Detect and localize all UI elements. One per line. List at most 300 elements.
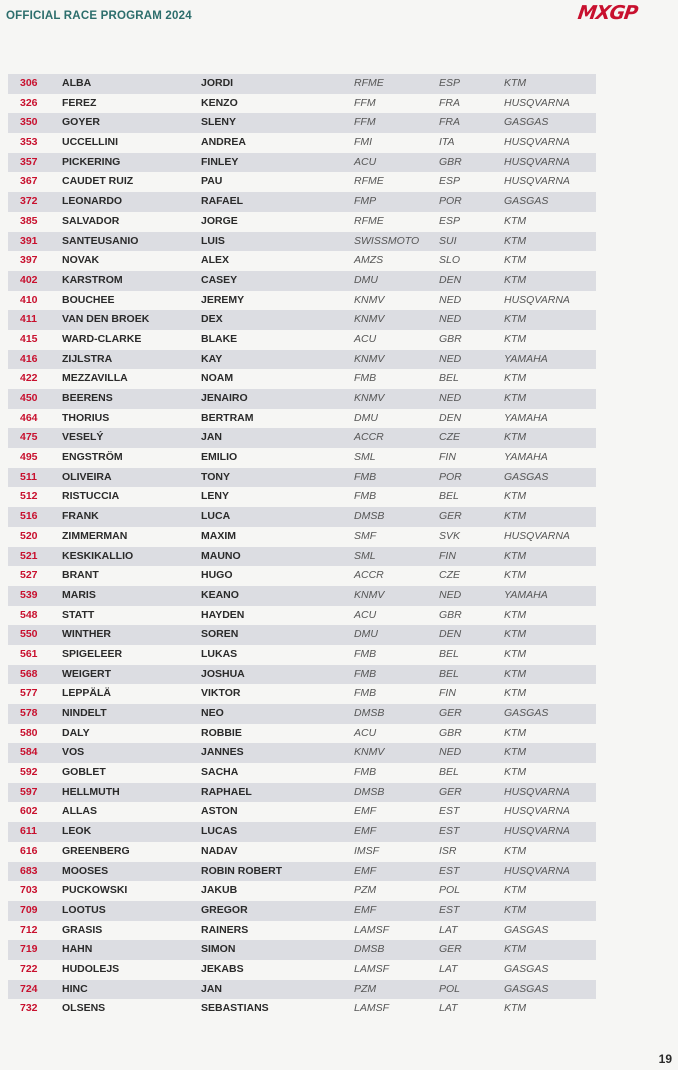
rider-nation: GER <box>439 943 462 956</box>
rider-first-name: LUKAS <box>201 647 238 660</box>
entry-row <box>8 684 596 704</box>
rider-first-name: MAXIM <box>201 529 236 542</box>
rider-first-name: LENY <box>201 490 230 503</box>
rider-first-name: LUIS <box>201 234 225 247</box>
rider-brand: KTM <box>504 903 527 916</box>
entry-row <box>8 645 596 665</box>
rider-nation: DEN <box>439 273 462 286</box>
rider-nation: NED <box>439 313 462 326</box>
rider-federation: FMI <box>354 136 373 149</box>
rider-last-name: ZIMMERMAN <box>62 529 128 542</box>
rider-nation: GBR <box>439 332 462 345</box>
entry-row <box>8 980 596 1000</box>
rider-first-name: JORGE <box>201 214 238 227</box>
rider-brand: HUSQVARNA <box>504 155 570 168</box>
rider-brand: HUSQVARNA <box>504 96 570 109</box>
rider-first-name: CASEY <box>201 273 238 286</box>
entry-row <box>8 74 596 94</box>
rider-last-name: SANTEUSANIO <box>62 234 139 247</box>
rider-last-name: BRANT <box>62 569 99 582</box>
rider-last-name: OLSENS <box>62 1002 106 1015</box>
rider-first-name: PAU <box>201 175 223 188</box>
rider-federation: IMSF <box>354 844 380 857</box>
rider-brand: GASGAS <box>504 470 549 483</box>
rider-brand: KTM <box>504 332 527 345</box>
rider-federation: KNMV <box>354 313 385 326</box>
rider-brand: HUSQVARNA <box>504 136 570 149</box>
rider-last-name: HINC <box>62 982 88 995</box>
rider-federation: DMSB <box>354 785 385 798</box>
rider-nation: FRA <box>439 96 460 109</box>
rider-brand: KTM <box>504 214 527 227</box>
entry-row <box>8 665 596 685</box>
rider-federation: RFME <box>354 175 384 188</box>
rider-federation: FFM <box>354 116 376 129</box>
rider-last-name: GOYER <box>62 116 100 129</box>
rider-brand: KTM <box>504 667 527 680</box>
rider-nation: EST <box>439 805 460 818</box>
rider-nation: ESP <box>439 77 461 89</box>
rider-last-name: VOS <box>62 746 85 759</box>
rider-last-name: LEONARDO <box>62 195 123 208</box>
rider-brand: KTM <box>504 746 527 759</box>
rider-nation: DEN <box>439 628 462 641</box>
rider-last-name: LEPPÄLÄ <box>62 687 112 700</box>
rider-first-name: SACHA <box>201 766 239 779</box>
rider-last-name: BEERENS <box>62 392 113 404</box>
entry-row <box>8 448 596 468</box>
entry-row <box>8 842 596 862</box>
entry-row <box>8 901 596 921</box>
rider-brand: KTM <box>504 77 527 89</box>
rider-number: 415 <box>20 332 38 345</box>
rider-federation: FMP <box>354 195 377 208</box>
rider-first-name: SEBASTIANS <box>201 1002 269 1015</box>
rider-nation: EST <box>439 903 460 916</box>
entry-row <box>8 212 596 232</box>
rider-brand: YAMAHA <box>504 352 548 365</box>
rider-brand: HUSQVARNA <box>504 529 570 542</box>
rider-brand: HUSQVARNA <box>504 293 570 306</box>
rider-federation: RFME <box>354 214 384 227</box>
entry-row <box>8 389 596 409</box>
rider-number: 306 <box>20 77 38 89</box>
rider-nation: SLO <box>439 254 461 267</box>
rider-last-name: GRASIS <box>62 923 103 936</box>
rider-last-name: NINDELT <box>62 707 107 719</box>
rider-last-name: LOOTUS <box>62 903 106 916</box>
entry-row <box>8 763 596 783</box>
rider-brand: KTM <box>504 313 527 326</box>
entry-row <box>8 113 596 133</box>
rider-nation: POR <box>439 470 462 483</box>
rider-number: 511 <box>20 470 37 483</box>
rider-brand: KTM <box>504 431 527 444</box>
rider-federation: SMF <box>354 529 377 542</box>
rider-brand: KTM <box>504 608 527 621</box>
rider-nation: GER <box>439 510 462 523</box>
rider-first-name: NOAM <box>201 372 234 385</box>
rider-nation: LAT <box>439 962 458 975</box>
rider-number: 719 <box>20 943 38 956</box>
entry-row <box>8 802 596 822</box>
rider-nation: LAT <box>439 923 458 936</box>
rider-last-name: MOOSES <box>62 864 109 877</box>
rider-federation: EMF <box>354 825 377 838</box>
rider-number: 611 <box>20 825 37 838</box>
rider-first-name: ROBBIE <box>201 726 242 739</box>
rider-number: 410 <box>20 293 38 306</box>
rider-federation: DMU <box>354 411 378 424</box>
rider-first-name: JANNES <box>201 746 244 759</box>
rider-brand: GASGAS <box>504 923 549 936</box>
rider-nation: FIN <box>439 451 456 464</box>
entry-row <box>8 507 596 527</box>
rider-number: 539 <box>20 588 38 601</box>
rider-nation: FIN <box>439 687 456 700</box>
rider-nation: GER <box>439 707 462 719</box>
rider-federation: KNMV <box>354 746 385 759</box>
rider-last-name: HAHN <box>62 943 93 956</box>
rider-first-name: BERTRAM <box>201 411 254 424</box>
rider-number: 709 <box>20 903 38 916</box>
rider-first-name: BLAKE <box>201 332 238 345</box>
rider-brand: KTM <box>504 766 527 779</box>
rider-number: 548 <box>20 608 38 621</box>
rider-federation: SML <box>354 549 376 562</box>
rider-nation: ISR <box>439 844 457 857</box>
rider-federation: FMB <box>354 372 377 385</box>
rider-first-name: RAINERS <box>201 923 249 936</box>
entry-row <box>8 586 596 606</box>
rider-brand: KTM <box>504 647 527 660</box>
rider-first-name: JEKABS <box>201 962 244 975</box>
entry-row <box>8 409 596 429</box>
rider-first-name: ANDREA <box>201 136 246 149</box>
rider-nation: FIN <box>439 549 456 562</box>
rider-federation: ACCR <box>354 431 384 444</box>
rider-last-name: ALLAS <box>62 805 97 818</box>
rider-federation: LAMSF <box>354 962 390 975</box>
rider-first-name: LUCAS <box>201 825 238 838</box>
rider-brand: YAMAHA <box>504 451 548 464</box>
rider-nation: CZE <box>439 431 460 444</box>
rider-first-name: HAYDEN <box>201 608 245 621</box>
rider-number: 568 <box>20 667 38 680</box>
rider-last-name: KESKIKALLIO <box>62 549 134 562</box>
rider-last-name: LEOK <box>62 825 92 838</box>
rider-nation: BEL <box>439 766 459 779</box>
logo-text: MXGP <box>576 2 639 24</box>
rider-nation: BEL <box>439 372 459 385</box>
rider-nation: POR <box>439 195 462 208</box>
rider-first-name: KEANO <box>201 588 239 601</box>
rider-number: 732 <box>20 1002 38 1015</box>
entry-row <box>8 468 596 488</box>
rider-brand: GASGAS <box>504 195 549 208</box>
rider-nation: GBR <box>439 155 462 168</box>
entry-row <box>8 291 596 311</box>
rider-last-name: VESELÝ <box>62 431 104 444</box>
rider-federation: KNMV <box>354 588 385 601</box>
rider-nation: LAT <box>439 1002 458 1015</box>
rider-number: 577 <box>20 687 38 700</box>
rider-first-name: KAY <box>201 352 223 365</box>
rider-federation: KNMV <box>354 293 385 306</box>
rider-federation: ACCR <box>354 569 384 582</box>
rider-first-name: NADAV <box>201 844 238 857</box>
rider-last-name: GOBLET <box>62 766 106 779</box>
rider-last-name: OLIVEIRA <box>62 470 112 483</box>
entry-row <box>8 330 596 350</box>
rider-brand: KTM <box>504 490 527 503</box>
rider-nation: NED <box>439 588 462 601</box>
rider-number: 372 <box>20 195 38 208</box>
rider-nation: SUI <box>439 234 457 247</box>
entry-row <box>8 960 596 980</box>
rider-brand: GASGAS <box>504 982 549 995</box>
rider-last-name: SALVADOR <box>62 214 120 227</box>
rider-first-name: DEX <box>201 313 223 326</box>
program-title: OFFICIAL RACE PROGRAM 2024 <box>6 10 192 22</box>
rider-federation: KNMV <box>354 352 385 365</box>
rider-last-name: HELLMUTH <box>62 785 120 798</box>
rider-number: 580 <box>20 726 38 739</box>
rider-last-name: DALY <box>62 726 90 739</box>
rider-last-name: NOVAK <box>62 254 100 267</box>
rider-last-name: SPIGELEER <box>62 647 123 660</box>
rider-brand: HUSQVARNA <box>504 805 570 818</box>
rider-federation: FMB <box>354 490 377 503</box>
rider-first-name: GREGOR <box>201 903 248 916</box>
rider-federation: SML <box>354 451 376 464</box>
rider-last-name: KARSTROM <box>62 273 123 286</box>
rider-number: 416 <box>20 352 38 365</box>
rider-federation: DMSB <box>354 943 385 956</box>
rider-number: 712 <box>20 923 38 936</box>
rider-nation: DEN <box>439 411 462 424</box>
rider-last-name: ENGSTRÖM <box>62 451 123 464</box>
mxgp-logo <box>576 2 638 24</box>
rider-last-name: ZIJLSTRA <box>62 352 113 365</box>
rider-first-name: EMILIO <box>201 451 238 464</box>
rider-nation: GBR <box>439 726 462 739</box>
rider-brand: KTM <box>504 943 527 956</box>
rider-first-name: FINLEY <box>201 155 239 168</box>
rider-last-name: PICKERING <box>62 155 121 168</box>
rider-nation: ESP <box>439 214 461 227</box>
rider-federation: EMF <box>354 903 377 916</box>
rider-last-name: BOUCHEE <box>62 293 115 306</box>
rider-brand: KTM <box>504 273 527 286</box>
rider-federation: LAMSF <box>354 923 390 936</box>
rider-first-name: ASTON <box>201 805 238 818</box>
rider-nation: FRA <box>439 116 460 129</box>
rider-first-name: TONY <box>201 470 230 483</box>
entry-row <box>8 743 596 763</box>
rider-nation: GER <box>439 785 462 798</box>
rider-federation: RFME <box>354 77 384 89</box>
rider-brand: KTM <box>504 726 527 739</box>
entry-row <box>8 487 596 507</box>
rider-number: 411 <box>20 313 37 326</box>
rider-number: 350 <box>20 116 38 129</box>
rider-federation: LAMSF <box>354 1002 390 1015</box>
rider-number: 326 <box>20 96 38 109</box>
rider-federation: FMB <box>354 647 377 660</box>
rider-brand: KTM <box>504 628 527 641</box>
rider-nation: ITA <box>439 136 455 149</box>
rider-last-name: THORIUS <box>62 411 110 424</box>
rider-number: 397 <box>20 254 38 267</box>
rider-nation: GBR <box>439 608 462 621</box>
rider-number: 578 <box>20 707 38 719</box>
entry-row <box>8 271 596 291</box>
rider-last-name: STATT <box>62 608 95 621</box>
rider-first-name: ROBIN ROBERT <box>201 864 283 877</box>
rider-number: 602 <box>20 805 38 818</box>
rider-nation: CZE <box>439 569 460 582</box>
entry-row <box>8 783 596 803</box>
rider-last-name: WARD-CLARKE <box>62 332 142 345</box>
rider-brand: KTM <box>504 254 527 267</box>
rider-last-name: ALBA <box>62 77 92 89</box>
entry-row <box>8 369 596 389</box>
entry-row <box>8 566 596 586</box>
rider-number: 512 <box>20 490 38 503</box>
rider-nation: NED <box>439 746 462 759</box>
rider-number: 520 <box>20 529 38 542</box>
entry-row <box>8 350 596 370</box>
entry-row <box>8 94 596 114</box>
entry-row <box>8 192 596 212</box>
rider-brand: YAMAHA <box>504 411 548 424</box>
entry-row <box>8 724 596 744</box>
rider-federation: FMB <box>354 470 377 483</box>
rider-nation: EST <box>439 864 460 877</box>
entry-row <box>8 921 596 941</box>
rider-last-name: VAN DEN BROEK <box>62 313 150 326</box>
rider-last-name: CAUDET RUIZ <box>62 175 134 188</box>
rider-first-name: RAFAEL <box>201 195 243 208</box>
entry-row <box>8 940 596 960</box>
rider-last-name: WINTHER <box>62 628 111 641</box>
rider-first-name: JAN <box>201 431 223 444</box>
rider-federation: ACU <box>354 332 377 345</box>
rider-federation: EMF <box>354 864 377 877</box>
rider-brand: GASGAS <box>504 116 549 129</box>
rider-federation: PZM <box>354 982 377 995</box>
rider-number: 550 <box>20 628 38 641</box>
rider-federation: DMU <box>354 273 378 286</box>
rider-brand: KTM <box>504 1002 527 1015</box>
rider-last-name: FEREZ <box>62 96 97 109</box>
rider-brand: GASGAS <box>504 707 549 719</box>
page-number: 19 <box>658 1052 672 1066</box>
rider-brand: KTM <box>504 549 527 562</box>
entry-row <box>8 547 596 567</box>
rider-last-name: RISTUCCIA <box>62 490 120 503</box>
rider-first-name: ALEX <box>201 254 230 267</box>
rider-number: 464 <box>20 411 38 424</box>
rider-federation: KNMV <box>354 392 385 404</box>
rider-brand: KTM <box>504 510 527 523</box>
rider-nation: ESP <box>439 175 461 188</box>
rider-first-name: JOSHUA <box>201 667 245 680</box>
rider-federation: EMF <box>354 805 377 818</box>
rider-brand: KTM <box>504 372 527 385</box>
rider-first-name: JENAIRO <box>201 392 248 404</box>
rider-federation: DMSB <box>354 707 385 719</box>
entry-row <box>8 999 596 1019</box>
rider-nation: NED <box>439 293 462 306</box>
rider-number: 353 <box>20 136 38 149</box>
rider-number: 385 <box>20 214 38 227</box>
entry-row <box>8 153 596 173</box>
rider-first-name: MAUNO <box>201 549 241 562</box>
entry-row <box>8 625 596 645</box>
rider-first-name: NEO <box>201 707 224 719</box>
rider-number: 402 <box>20 273 38 286</box>
rider-brand: YAMAHA <box>504 588 548 601</box>
rider-last-name: PUCKOWSKI <box>62 884 128 897</box>
rider-first-name: KENZO <box>201 96 238 109</box>
rider-last-name: MEZZAVILLA <box>62 372 128 385</box>
entry-row <box>8 310 596 330</box>
entry-list <box>8 74 596 1019</box>
rider-number: 561 <box>20 647 38 660</box>
rider-number: 722 <box>20 962 38 975</box>
rider-federation: FMB <box>354 667 377 680</box>
rider-first-name: SIMON <box>201 943 236 956</box>
entry-row <box>8 881 596 901</box>
rider-nation: BEL <box>439 490 459 503</box>
rider-number: 683 <box>20 864 38 877</box>
rider-last-name: HUDOLEJS <box>62 962 120 975</box>
rider-federation: FMB <box>354 766 377 779</box>
rider-brand: HUSQVARNA <box>504 825 570 838</box>
entry-row <box>8 428 596 448</box>
rider-brand: KTM <box>504 687 527 700</box>
entry-row <box>8 172 596 192</box>
rider-federation: DMU <box>354 628 378 641</box>
entry-row <box>8 232 596 252</box>
rider-federation: AMZS <box>354 254 384 267</box>
entry-row <box>8 527 596 547</box>
rider-federation: FFM <box>354 96 376 109</box>
rider-nation: SVK <box>439 529 461 542</box>
rider-federation: ACU <box>354 155 377 168</box>
rider-brand: KTM <box>504 884 527 897</box>
rider-number: 422 <box>20 372 38 385</box>
rider-first-name: SOREN <box>201 628 239 641</box>
rider-number: 584 <box>20 746 38 759</box>
rider-federation: PZM <box>354 884 377 897</box>
rider-first-name: JORDI <box>201 77 234 89</box>
rider-number: 521 <box>20 549 38 562</box>
rider-federation: FMB <box>354 687 377 700</box>
rider-brand: HUSQVARNA <box>504 175 570 188</box>
rider-nation: BEL <box>439 647 459 660</box>
rider-nation: EST <box>439 825 460 838</box>
rider-nation: POL <box>439 982 461 995</box>
rider-number: 495 <box>20 451 38 464</box>
rider-number: 724 <box>20 982 38 995</box>
rider-first-name: LUCA <box>201 510 231 523</box>
rider-first-name: VIKTOR <box>201 687 241 700</box>
rider-first-name: JEREMY <box>201 293 245 306</box>
rider-first-name: JAKUB <box>201 884 238 897</box>
